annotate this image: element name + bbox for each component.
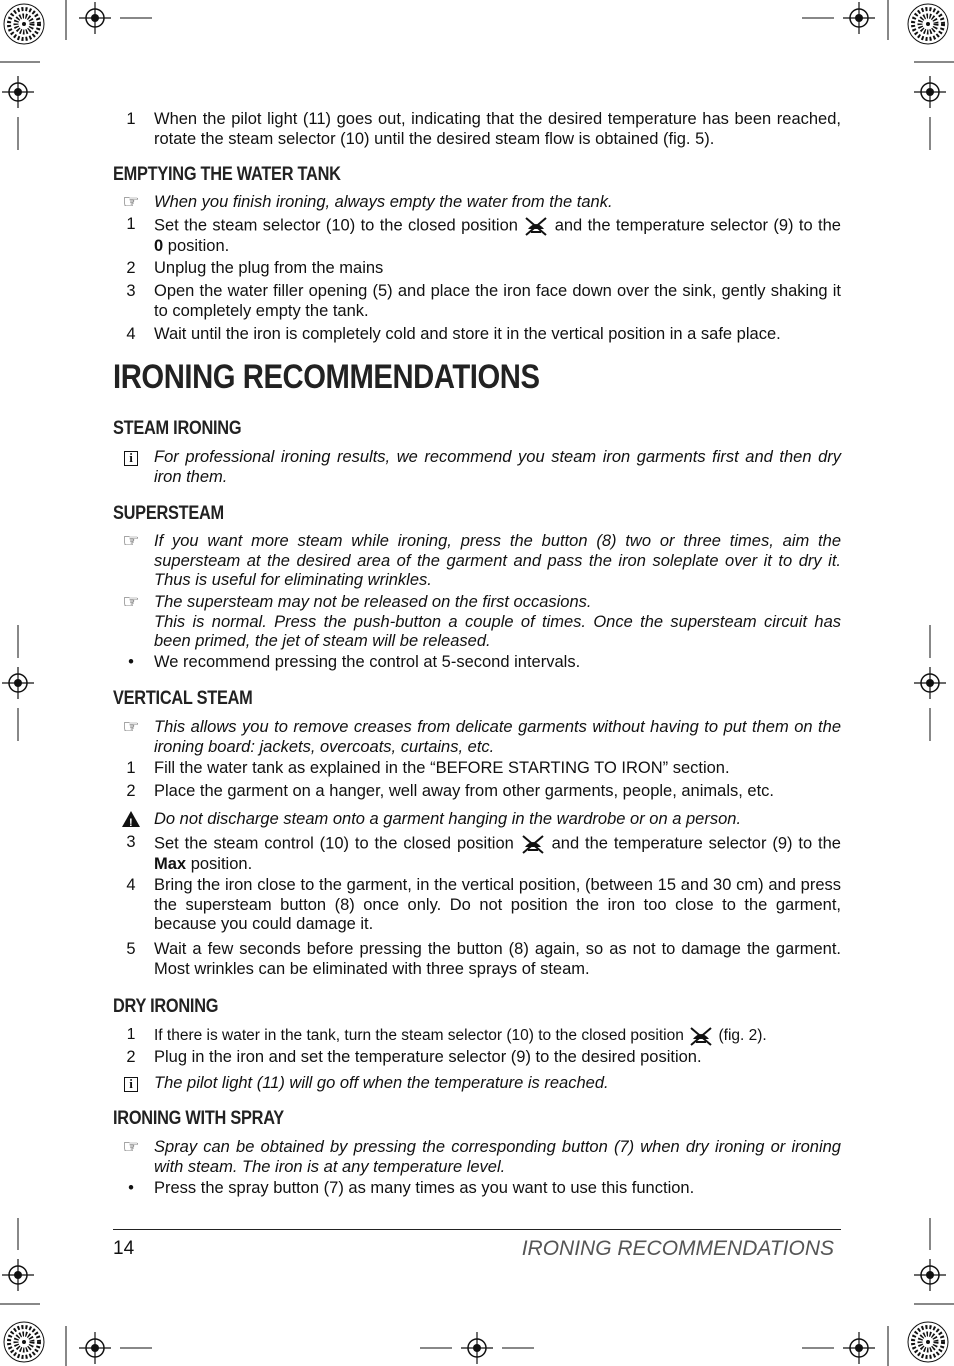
step-text-part: and the temperature selector (9) xyxy=(551,834,793,853)
step-text-part: Set the steam control (10) to the closed position xyxy=(154,834,514,853)
step-text-part: to the xyxy=(798,216,841,235)
step-number: 1 xyxy=(126,215,136,233)
step-number: 1 xyxy=(126,1026,136,1043)
note-line: The supersteam may not be released on the first occasions. xyxy=(154,593,592,611)
note-text: Spray can be obtained by pressing the corresponding button (7) when dry ironing or ironing with steam. The iron is at any temperature level. xyxy=(154,1138,841,1176)
step-text: Plug in the iron and set the temperature selector (9) to the desired position. xyxy=(154,1048,702,1066)
step-text-bold: Max xyxy=(154,855,187,873)
note-line: This is normal. Press the push-button a couple of times. Once the supersteam circuit has been primed, the jet of steam will be released. xyxy=(154,612,841,650)
step-number: 5 xyxy=(126,940,136,958)
footer-section-title: IRONING RECOMMENDATIONS xyxy=(521,1237,834,1260)
warning-icon xyxy=(122,811,140,827)
step-text: Unplug the plug from the mains xyxy=(154,259,384,277)
bullet-mark: • xyxy=(128,1179,134,1197)
step-text: Wait a few seconds before pressing the button (8) again, so as not to damage the garment. Most wrinkles can be eliminated with three sprays of steam. xyxy=(154,940,841,978)
step-text-part: (fig. 2). xyxy=(718,1027,767,1045)
warning-text: Do not discharge steam onto a garment hanging in the wardrobe or on a person. xyxy=(154,810,742,828)
spray-heading: IRONING WITH SPRAY xyxy=(113,1108,284,1129)
info-icon: i xyxy=(124,1077,138,1092)
step-number: 3 xyxy=(126,833,136,851)
step-text: Fill the water tank as explained in the “BEFORE STARTING TO IRON” section. xyxy=(154,759,730,777)
step-text: Place the garment on a hanger, well away from other garments, people, animals, etc. xyxy=(154,782,774,800)
supersteam-heading: SUPERSTEAM xyxy=(113,503,224,524)
step-text-part: and the temperature selector (9) xyxy=(554,216,794,235)
step-text-part: to the xyxy=(798,834,841,853)
page-number: 14 xyxy=(113,1238,135,1259)
step-number: 4 xyxy=(126,325,136,343)
bullet-text: Press the spray button (7) as many times as you want to use this function. xyxy=(154,1179,695,1197)
note-text: When you finish ironing, always empty the water from the tank. xyxy=(154,193,613,211)
step-text xyxy=(154,833,841,875)
bullet-text: We recommend pressing the control at 5-second intervals. xyxy=(154,653,581,671)
info-text: For professional ironing results, we recommend you steam iron garments first and then dry iron them. xyxy=(154,448,841,486)
step-text xyxy=(154,1025,841,1047)
dry-ironing-heading: DRY IRONING xyxy=(113,996,219,1017)
info-icon: i xyxy=(124,451,138,466)
pointing-hand-icon: ☞ xyxy=(122,717,140,738)
footer-rule xyxy=(113,1229,841,1230)
step-text-part: position. xyxy=(190,855,253,873)
main-heading: IRONING RECOMMENDATIONS xyxy=(113,358,540,396)
step-number: 1 xyxy=(126,110,136,128)
step-text-part: position. xyxy=(167,237,230,255)
step-number: 4 xyxy=(126,876,136,894)
step-number: 2 xyxy=(126,259,136,277)
step-text: Bring the iron close to the garment, in the vertical position, (between 15 and 30 cm) and press the supersteam button (8) once only. Do not position the iron too close to the garment, because you could damage it. xyxy=(154,876,841,933)
step-text: Wait until the iron is completely cold and store it in the vertical position in a safe place. xyxy=(154,325,781,343)
pointing-hand-icon: ☞ xyxy=(122,1137,140,1158)
step-text-bold: 0 xyxy=(154,237,164,255)
step-text: When the pilot light (11) goes out, indicating that the desired temperature has been reached, rotate the steam selector (10) until the desired steam flow is obtained (fig. 5). xyxy=(154,110,841,148)
pointing-hand-icon: ☞ xyxy=(122,592,140,613)
step-number: 2 xyxy=(126,782,136,800)
step-text-part: If there is water in the tank, turn the steam selector (10) to the closed position xyxy=(154,1027,684,1045)
step-number: 3 xyxy=(126,282,136,300)
step-number: 2 xyxy=(126,1048,136,1066)
vertical-steam-heading: VERTICAL STEAM xyxy=(113,688,253,709)
note-text: This allows you to remove creases from delicate garments without having to put them on the ironing board: jackets, overcoats, curtains, etc. xyxy=(154,718,841,756)
steam-off-icon xyxy=(520,833,546,855)
steam-off-icon xyxy=(523,215,549,237)
bullet-mark: • xyxy=(128,653,134,671)
info-text: The pilot light (11) will go off when the temperature is reached. xyxy=(154,1074,609,1092)
step-number: 1 xyxy=(126,759,136,777)
emptying-heading: EMPTYING THE WATER TANK xyxy=(113,164,341,185)
step-text: Open the water filler opening (5) and place the iron face down over the sink, gently shaking it to completely empty the tank. xyxy=(154,282,841,320)
step-text-part: Set the steam selector (10) to the closed position xyxy=(154,216,518,235)
note-text xyxy=(154,593,841,652)
note-text: If you want more steam while ironing, press the button (8) two or three times, aim the supersteam at the desired area of the garment and pass the iron soleplate over it to dry it. Thus is useful for eliminating wrinkles. xyxy=(154,532,841,589)
step-text xyxy=(154,215,841,257)
pointing-hand-icon: ☞ xyxy=(122,192,140,213)
steam-off-icon xyxy=(688,1025,714,1047)
steam-ironing-heading: STEAM IRONING xyxy=(113,418,242,439)
pointing-hand-icon: ☞ xyxy=(122,531,140,552)
